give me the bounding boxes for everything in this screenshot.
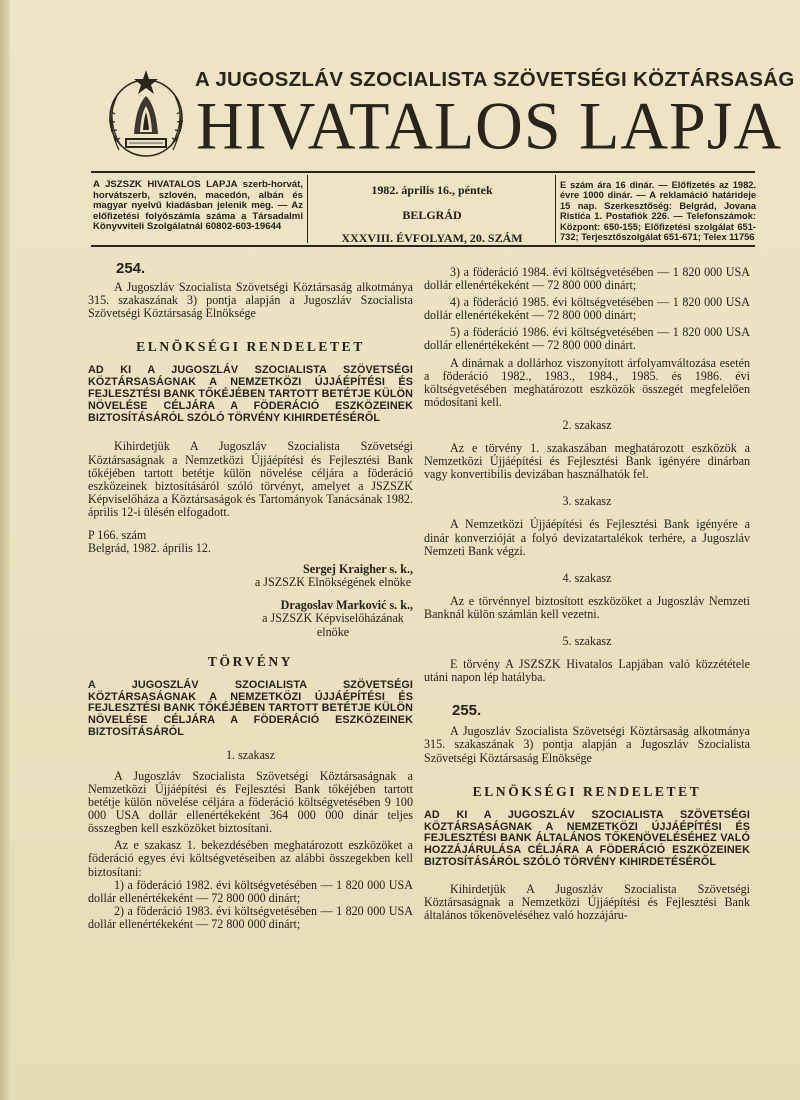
decree-title: AD KI A JUGOSZLÁV SZOCIALISTA SZÖVETSÉGI KÖZTÁRSASÁGNAK A NEMZETKÖZI ÚJJÁÉPÍTÉSI ÉS FEJLESZTÉSI BANK TŐKÉJÉBEN TARTOTT BETÉTJE KÜLÖN NÖVELÉSE CÉLJÁRA A FÖDERÁCIÓ ESZKÖZEINEK BIZTOSÍTÁSÁRÓL SZÓLÓ TÖRVÉNY KIHIRDETÉSÉRŐL	[88, 364, 413, 424]
list-item-1: 1) a föderáció 1982. évi költségvetésében — 1 820 000 USA dollár ellenértékeként — 72 800 000 dinárt;	[88, 877, 413, 905]
act-number-254: 254.	[116, 260, 146, 277]
law-heading: TÖRVÉNY	[207, 653, 294, 669]
list-item-3: 3) a föderáció 1984. évi költségvetésében — 1 820 000 USA dollár ellenértékeként — 72 800 000 dinárt;	[424, 265, 750, 293]
section-2-paragraph: Az e törvény 1. szakaszában meghatározott eszközök a Nemzetközi Újjáépítési és Fejlesztési Bank igényére dinárban vagy konvertibilis devizában használhatók fel.	[424, 441, 750, 482]
info-divider-right	[555, 175, 556, 243]
masthead-title: HIVATALOS LAPJA	[196, 89, 783, 164]
law-title: A JUGOSZLÁV SZOCIALISTA SZÖVETSÉGI KÖZTÁRSASÁGNAK A NEMZETKÖZI ÚJJÁÉPÍTÉSI ÉS FEJLESZTÉSI BANK TŐKÉJÉBEN TARTOTT BETÉTJE KÜLÖN NÖVELÉSE CÉLJÁRA A FÖDERÁCIÓ ESZKÖZEINEK BIZTOSÍTÁSÁRÓL	[88, 678, 413, 738]
section-3-paragraph: A Nemzetközi Újjáépítési és Fejlesztési Bank igényére a dinár konverzióját a folyó devizatartalékok terhére, a Jugoszláv Nemzeti Bank végzi.	[424, 517, 750, 558]
decree-proclamation-255: Kihirdetjük A Jugoszláv Szocialista Szövetségi Köztársaságnak a Nemzetközi Újjáépítési és Fejlesztési Bank általános tőkenöveléséhez való hozzájáru-	[424, 881, 750, 922]
masthead-top-rule	[91, 171, 755, 173]
signature-2	[88, 599, 413, 638]
masthead-country: A JUGOSZLÁV SZOCIALISTA SZÖVETSÉGI KÖZTÁRSASÁG	[195, 68, 795, 91]
section-3-heading: 3. szakasz	[562, 494, 612, 509]
signature-2-name: Dragoslav Marković s. k.,	[280, 598, 413, 613]
signature-1-role: a JSZSZK Elnökségének elnöke	[254, 575, 412, 590]
info-divider-left	[307, 175, 308, 243]
exchange-rate-paragraph: A dinárnak a dollárhoz viszonyított árfolyamváltozása esetén a föderáció 1982., 1983., 1984., 1985. és 1986. évi költségvetésében meghatározott eszközök összegét megfelelően módosítani kell.	[424, 355, 750, 409]
section-1-heading: 1. szakasz	[225, 747, 276, 762]
decree-heading: ELNÖKSÉGI RENDELETET	[136, 339, 365, 355]
act-255-intro: A Jugoszláv Szocialista Szövetségi Köztársaság alkotmánya 315. szakaszának 3) pontja alapján a Jugoszláv Szocialista Szövetségi Köztársaság Elnöksége	[424, 724, 750, 765]
section-5-paragraph: E törvény A JSZSZK Hivatalos Lapjában való közzététele utáni napon lép hatályba.	[424, 657, 750, 685]
left-column	[88, 262, 413, 931]
page-edge-shadow	[0, 0, 10, 1100]
issue-date: 1982. április 16., péntek	[371, 183, 493, 197]
section-4-paragraph: Az e törvénnyel biztosított eszközöket a Jugoszláv Nemzeti Banknál külön számlán kell vezetni.	[424, 593, 750, 621]
signature-1-name: Sergej Kraigher s. k.,	[303, 562, 413, 577]
publication-info: A JSZSZK HIVATALOS LAPJA szerb-horvát, horvátszerb, szlovén, macedón, albán és magyar nyelvű kiadásban jelenik meg. — Az előfizetési folyószámla száma a Társadalmi Könyvviteli Szolgálatnál 60802-603-19644	[93, 179, 303, 233]
section-1-paragraph-2: Az e szakasz 1. bekezdésében meghatározott eszközöket a föderáció egyes évi költségvetéseiben az alábbi összegekben kell biztosítani:	[88, 838, 413, 879]
issue-info	[312, 183, 552, 246]
list-item-5: 5) a föderáció 1986. évi költségvetésében — 1 820 000 USA dollár ellenértékeként — 72 800 000 dinárt.	[424, 325, 750, 353]
section-2-heading: 2. szakasz	[562, 417, 612, 432]
reference-date: Belgrád, 1982. április 12.	[88, 541, 211, 556]
right-column	[424, 266, 750, 922]
list-item-4: 4) a föderáció 1985. évi költségvetésében — 1 820 000 USA dollár ellenértékeként — 72 800 000 dinárt;	[424, 295, 750, 323]
list-item-2: 2) a föderáció 1983. évi költségvetésében — 1 820 000 USA dollár ellenértékeként — 72 800 000 dinárt;	[88, 903, 413, 931]
decree-title-255: AD KI A JUGOSZLÁV SZOCIALISTA SZÖVETSÉGI KÖZTÁRSASÁGNAK A NEMZETKÖZI ÚJJÁÉPÍTÉSI ÉS FEJLESZTÉSI BANK ÁLTALÁNOS TŐKENÖVELÉSÉHEZ VALÓ HOZZÁJÁRULÁSA CÉLJÁRA A FÖDERÁCIÓ ESZKÖZEINEK BIZTOSÍTÁSÁRÓL SZÓLÓ TÖRVÉNY KIHIRDETÉSÉRŐL	[424, 808, 750, 868]
act-number-255: 255.	[452, 702, 482, 720]
subscription-info: E szám ára 16 dinár. — Előfizetés az 1982. évre 1000 dinár. — A reklamáció határideje 15 nap. Szerkesztőség: Belgrád, Jovana Ristića 1. Postafiók 226. — Telefonszámok: Központ: 650-155; Előfizetési szolgálat 651-732; Terjesztőszolgálat 651-671; Telex 11756	[560, 180, 756, 243]
section-5-heading: 5. szakasz	[562, 633, 612, 648]
signature-1	[88, 563, 413, 589]
issue-city: BELGRÁD	[402, 208, 462, 222]
act-254-intro: A Jugoszláv Szocialista Szövetségi Köztársaság alkotmánya 315. szakaszának 3) pontja alapján a Jugoszláv Szocialista Szövetségi Köztársaság Elnöksége	[88, 280, 413, 321]
issue-volume: XXXVIII. ÉVFOLYAM, 20. SZÁM	[341, 231, 523, 245]
reference-number: P 166. szám	[88, 528, 147, 543]
decree-heading-255: ELNÖKSÉGI RENDELETET	[472, 783, 702, 799]
signature-2-role: a JSZSZK Képviselőházának elnöke	[262, 611, 404, 639]
state-emblem-icon	[103, 66, 189, 164]
section-4-heading: 4. szakasz	[562, 570, 612, 585]
decree-proclamation: Kihirdetjük A Jugoszláv Szocialista Szövetségi Köztársaságnak a Nemzetközi Újjáépítési és Fejlesztési Bank tőkéjében tartott betétje külön növelése céljára a föderáció eszközeinek biztosításáról szóló törvényt, amelyet a JSZSZK Képviselőháza a Köztársaságok és Tartományok Tanácsának 1982. április 12-i ülésén elfogadott.	[88, 439, 413, 519]
section-1-paragraph-1: A Jugoszláv Szocialista Szövetségi Köztársaságnak a Nemzetközi Újjáépítési és Fejlesztési Bank tőkéjében tartott betétje külön növelése céljára a föderáció költségvetésében 9 100 000 USA dollár ellenértékeként 364 000 000 dinár teljes összegben kell eszközöket biztosítani.	[88, 768, 413, 836]
